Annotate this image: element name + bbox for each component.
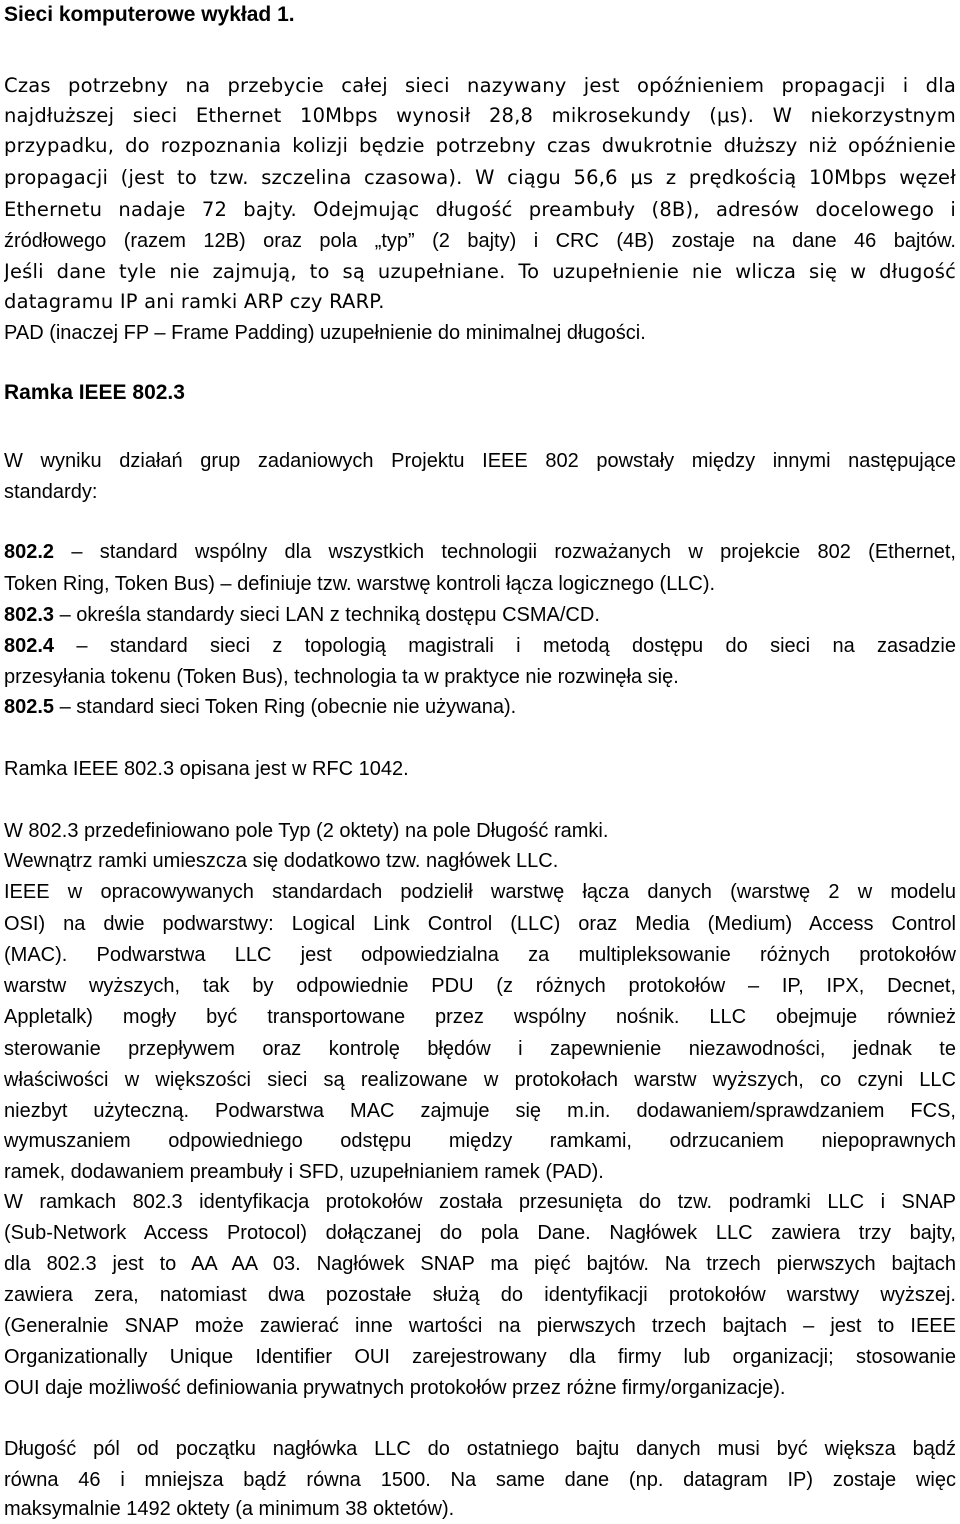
paragraph-line: właściwości w większości sieci są realizowane w protokołach warstw wyższych, co czyni LLC [4,1069,956,1091]
paragraph-line: Wewnątrz ramki umieszcza się dodatkowo tzw. nagłówek LLC. [4,850,559,872]
paragraph-line: źródłowego (razem 12B) oraz pola „typ” (2 bajty) i CRC (4B) zostaje na dane 46 bajtów. [4,230,956,252]
paragraph-line: wymuszaniem odpowiedniego odstępu między ramkami, odrzucaniem niepoprawnych [4,1130,956,1152]
standard-description: – standard wspólny dla wszystkich technologii rozważanych w projekcie 802 (Ethernet, [71,541,956,563]
paragraph-line: sterowanie przepływem oraz kontrolę błędów i zapewnienie niezawodności, jednak te [4,1038,956,1060]
paragraph-line: dla 802.3 jest to AA AA 03. Nagłówek SNAP ma pięć bajtów. Na trzech pierwszych bajtach [4,1253,956,1275]
paragraph-line: Czas potrzebny na przebycie całej sieci nazywany jest opóźnieniem propagacji i dla [4,74,956,97]
paragraph-line: (Sub-Network Access Protocol) dołączanej do pola Dane. Nagłówek LLC zawiera trzy bajty, [4,1222,956,1244]
paragraph-line: Ethernetu nadaje 72 bajty. Odejmując długość preambuły (8B), adresów docelowego i [4,198,956,221]
standard-number: 802.4 [4,635,55,657]
paragraph-line: zawiera zera, natomiast dwa pozostałe służą do identyfikacji protokołów warstwy wyższej. [4,1284,956,1306]
standard-number: 802.5 [4,696,55,718]
standard-item-802-3 [4,600,600,630]
paragraph-line: OUI daje możliwość definiowania prywatnych protokołów przez różne firmy/organizacje). [4,1377,786,1399]
paragraph-line: PAD (inaczej FP – Frame Padding) uzupełnienie do minimalnej długości. [4,322,646,344]
standard-item-802-2-continued: Token Ring, Token Bus) – definiuje tzw. warstwę kontroli łącza logicznego (LLC). [4,573,716,595]
paragraph-line: (Generalnie SNAP może zawierać inne wartości na pierwszych trzech bajtach – jest to IEEE [4,1315,956,1337]
standard-item-802-2 [4,537,956,567]
paragraph-line: OSI) na dwie podwarstwy: Logical Link Control (LLC) oraz Media (Medium) Access Control [4,913,956,935]
paragraph-line: propagacji (jest to tzw. szczelina czasowa). W ciągu 56,6 μs z prędkością 10Mbps węzeł [4,166,956,189]
paragraph-line: standardy: [4,481,98,503]
paragraph-line: W wyniku działań grup zadaniowych Projektu IEEE 802 powstały między innymi następujące [4,450,956,472]
paragraph-line: najdłuższej sieci Ethernet 10Mbps wynosił 28,8 mikrosekundy (μs). W niekorzystnym [4,104,956,127]
paragraph-line: IEEE w opracowywanych standardach podzielił warstwę łącza danych (warstwę 2 w modelu [4,881,956,903]
paragraph-line: maksymalnie 1492 oktety (a minimum 38 oktetów). [4,1498,455,1520]
standard-item-802-5 [4,692,516,722]
paragraph-line: równa 46 i mniejsza bądź równa 1500. Na same dane (np. datagram IP) zostaje więc [4,1469,956,1491]
paragraph-line: niezbyt użyteczną. Podwarstwa MAC zajmuje się m.in. dodawaniem/sprawdzaniem FCS, [4,1100,956,1122]
paragraph-line: przypadku, do rozpoznania kolizji będzie potrzebny czas dwukrotnie dłuższy niż opóźnienie [4,134,956,157]
paragraph-line: W ramkach 802.3 identyfikacja protokołów została przesunięta do tzw. podramki LLC i SNAP [4,1191,956,1213]
standard-item-802-4-continued: przesyłania tokenu (Token Bus), technologia ta w praktyce nie rozwinęła się. [4,666,679,688]
paragraph-line: Jeśli dane tyle nie zajmują, to są uzupełniane. To uzupełnienie nie wlicza się w długość [4,260,956,283]
rfc-reference: Ramka IEEE 802.3 opisana jest w RFC 1042. [4,758,409,780]
standard-number: 802.3 [4,604,55,626]
standard-description: – standard sieci Token Ring (obecnie nie używana). [59,696,517,718]
paragraph-line: Organizationally Unique Identifier OUI zarejestrowany dla firmy lub organizacji; stosowanie [4,1346,956,1368]
standard-description: – standard sieci z topologią magistrali i metodą dostępu do sieci na zasadzie [76,635,956,657]
paragraph-line: W 802.3 przedefiniowano pole Typ (2 oktety) na pole Długość ramki. [4,820,609,842]
standard-item-802-4 [4,631,956,661]
standard-number: 802.2 [4,541,55,563]
paragraph-line: Appletalk) mogły być transportowane przez wspólny nośnik. LLC obejmuje również [4,1006,956,1028]
paragraph-line: warstw wyższych, tak by odpowiednie PDU (z różnych protokołów – IP, IPX, Decnet, [4,975,956,997]
paragraph-line: datagramu IP ani ramki ARP czy RARP. [4,290,385,313]
page-title: Sieci komputerowe wykład 1. [4,3,295,26]
standard-description: – określa standardy sieci LAN z techniką dostępu CSMA/CD. [59,604,600,626]
paragraph-line: Długość pól od początku nagłówka LLC do ostatniego bajtu danych musi być większa bądź [4,1438,956,1460]
section-heading-ieee: Ramka IEEE 802.3 [4,381,185,404]
paragraph-line: ramek, dodawaniem preambuły i SFD, uzupełnianiem ramek (PAD). [4,1161,604,1183]
paragraph-line: (MAC). Podwarstwa LLC jest odpowiedzialna za multipleksowanie różnych protokołów [4,944,956,966]
